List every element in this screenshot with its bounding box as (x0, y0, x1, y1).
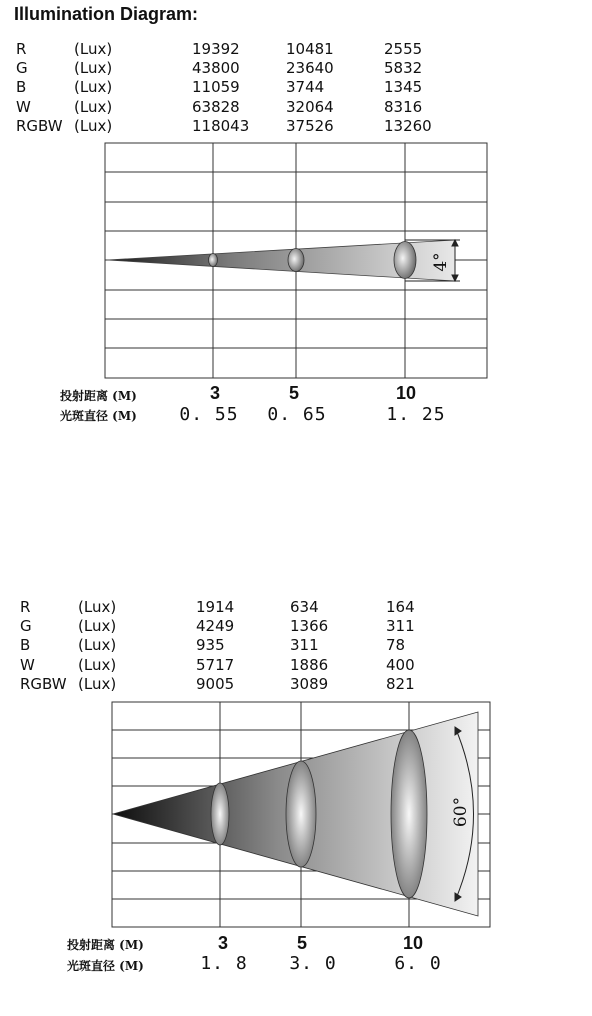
lux-3m: 5717 (196, 655, 235, 674)
diameter-10m: 6. 0 (394, 953, 442, 974)
color-label: B (20, 636, 31, 655)
lux-5m: 32064 (286, 97, 334, 116)
spot-10m (394, 242, 416, 279)
lux-5m: 1886 (290, 655, 329, 674)
distance-5m: 5 (288, 383, 300, 403)
lux-3m: 63828 (192, 97, 240, 116)
color-label: G (20, 617, 32, 636)
lux-3m: 1914 (196, 598, 235, 616)
lux-5m: 1366 (290, 617, 329, 636)
narrow-angle-label: 4° (431, 252, 451, 272)
narrow-diameter-row (0, 404, 592, 426)
lux-3m: 19392 (192, 40, 240, 58)
lux-10m: 1345 (384, 78, 423, 97)
lux-10m: 311 (386, 617, 415, 636)
unit-label: (Lux) (74, 97, 113, 116)
lux-10m: 13260 (384, 116, 432, 135)
color-label: RGBW (20, 674, 67, 693)
unit-label: (Lux) (78, 636, 117, 655)
distance-3m: 3 (209, 383, 221, 403)
table-row (20, 656, 460, 675)
wide-distance-row (0, 933, 592, 955)
lux-10m: 78 (386, 636, 406, 655)
distance-label: 投射距离 (M) (60, 389, 137, 403)
page-title: Illumination Diagram: (14, 4, 199, 24)
diameter-5m: 0. 65 (267, 404, 327, 425)
diameter-label: 光斑直径 (M) (67, 959, 144, 973)
distance-3m: 3 (217, 933, 229, 953)
unit-label: (Lux) (74, 59, 113, 78)
lux-3m: 935 (196, 636, 225, 655)
lux-5m: 3744 (286, 78, 325, 97)
color-label: W (16, 97, 31, 116)
color-label: R (20, 598, 31, 616)
lux-10m: 821 (386, 674, 415, 693)
diameter-5m: 3. 0 (289, 953, 337, 974)
color-label: RGBW (16, 116, 63, 135)
diameter-label: 光斑直径 (M) (60, 409, 137, 423)
unit-label: (Lux) (78, 655, 117, 674)
table-row (20, 636, 460, 655)
spot-10m (391, 730, 427, 898)
diameter-3m: 0. 55 (179, 404, 239, 425)
lux-3m: 4249 (196, 617, 235, 636)
lux-3m: 9005 (196, 674, 235, 693)
spot-3m (209, 254, 218, 267)
distance-label: 投射距离 (M) (67, 938, 144, 952)
color-label: W (20, 655, 35, 674)
narrow-beam-cone (107, 240, 455, 281)
unit-label: (Lux) (74, 78, 113, 97)
lux-5m: 23640 (286, 59, 334, 78)
narrow-distance-row (0, 383, 592, 405)
lux-5m: 311 (290, 636, 319, 655)
wide-beam-cone (113, 712, 478, 916)
lux-10m: 8316 (384, 97, 423, 116)
unit-label: (Lux) (78, 598, 117, 616)
distance-5m: 5 (296, 933, 308, 953)
distance-10m: 10 (395, 383, 417, 403)
lux-5m: 10481 (286, 40, 334, 58)
unit-label: (Lux) (78, 617, 117, 636)
wide-diameter-row (0, 953, 592, 975)
wide-angle-label: 60° (451, 796, 471, 828)
unit-label: (Lux) (74, 116, 113, 135)
lux-10m: 2555 (384, 40, 423, 58)
unit-label: (Lux) (74, 40, 113, 58)
spot-3m (211, 783, 229, 845)
lux-3m: 118043 (192, 116, 250, 135)
lux-10m: 5832 (384, 59, 423, 78)
color-label: G (16, 59, 28, 78)
diameter-3m: 1. 8 (200, 953, 248, 974)
wide-lux-table (20, 598, 460, 694)
lux-5m: 634 (290, 598, 319, 616)
lux-5m: 3089 (290, 674, 329, 693)
lux-3m: 11059 (192, 78, 240, 97)
spot-5m (288, 249, 304, 272)
color-label: B (16, 78, 27, 97)
spot-5m (286, 761, 316, 867)
lux-10m: 164 (386, 598, 415, 616)
lux-5m: 37526 (286, 116, 334, 135)
unit-label: (Lux) (78, 674, 117, 693)
lux-10m: 400 (386, 655, 415, 674)
distance-10m: 10 (402, 933, 424, 953)
table-row (20, 617, 460, 636)
table-row (20, 675, 460, 694)
diameter-10m: 1. 25 (386, 404, 446, 425)
color-label: R (16, 40, 27, 58)
lux-3m: 43800 (192, 59, 240, 78)
table-row (20, 598, 460, 617)
